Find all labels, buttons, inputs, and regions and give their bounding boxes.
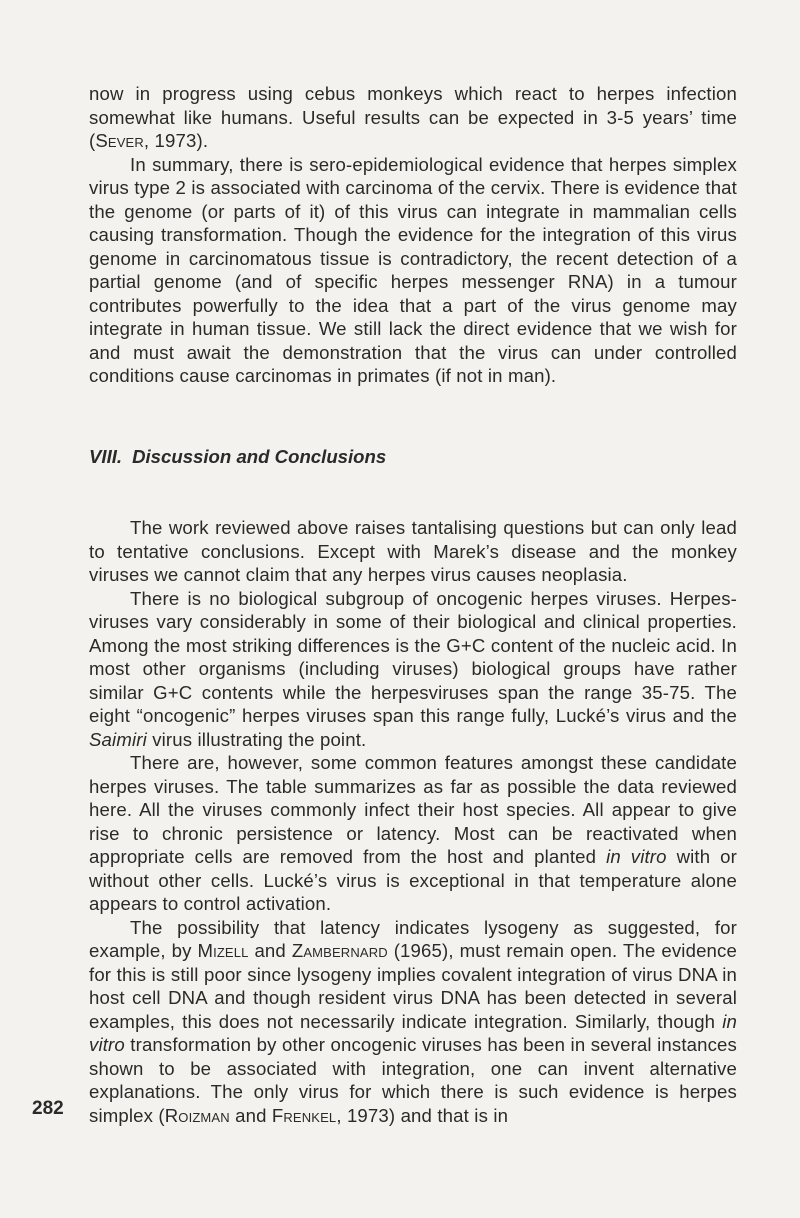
paragraph-cebus-monkeys: now in progress using cebus monkeys which react to herpes infection somewhat like humans. Useful results can be expected in 3-5 years’ time (Sever, 1973). [89,83,737,151]
citation-author: Roizman [164,1104,230,1126]
paragraph-work-reviewed: The work reviewed above raises tantalising questions but can only lead to tentative conclusions. Except with Marek’s disease and the monkey viruses we cannot claim that any herpes virus causes neoplasia. [89,517,737,585]
italic-term: in vitro [606,846,667,867]
citation-author: Sever [95,130,144,151]
citation-author: Frenkel [271,1104,337,1126]
citation-author: Zambernard [291,940,388,961]
paragraph-lysogeny: The possibility that latency indicates lysogeny as suggested, for example, by Mizell and Zambernard (1965), must remain open. The evidence for this is still poor since lysogeny implies covalent integration of virus DNA in host cell DNA and though resident virus DNA has been detected in several examples, this does not necessarily indicate integration. Similarly, though in vitro transformation by other oncogenic viruses has been in several instances shown to be associated with integration, one can invent alternative explanations. The only virus for which there is such evidence is herpes simplex (Roizman and Frenkel, 1973) and that is in [89,916,737,1126]
italic-term: Saimiri [89,728,147,750]
italic-term: in vitro [89,1010,737,1055]
paragraph-biological-subgroup: There is no biological subgroup of oncogenic herpes viruses. Herpes-viruses vary considerably in some of their biological and clinical properties. Among the most striking differences is the G+C content of the nucleic acid. In most other organisms (including viruses) biological groups have rather similar G+C contents while the herpesviruses span the range 35-75. The eight “oncogenic” herpes viruses span this range fully, Lucké’s virus and the Saimiri virus illustrating the point. [89,587,737,750]
paragraph-summary: In summary, there is sero-epidemiological evidence that herpes simplex virus type 2 is associated with carcinoma of the cervix. There is evidence that the genome (or parts of it) of this virus can integrate in mammalian cells causing transformation. Though the evidence for the integration of this virus genome in carcinomatous tissue is contradictory, the recent detection of a partial genome (and of specific herpes messenger RNA) in a tumour contributes powerfully to the idea that a part of the virus genome may integrate in human tissue. We still lack the direct evidence that we wish for and must await the demonstration that the virus can under controlled conditions cause carcinomas in primates (if not in man). [89,153,737,386]
page-body [89,82,737,1127]
citation-author: Mizell [197,940,249,961]
section-heading [89,445,737,469]
section-number: VIII. [89,445,123,467]
section-title: Discussion and Conclusions [132,445,387,467]
page-number: 282 [32,1098,64,1119]
paragraph-common-features: There are, however, some common features amongst these candidate herpes viruses. The table summarizes as far as possible the data reviewed here. All the viruses commonly infect their host species. All appear to give rise to chronic persistence or latency. Most can be reactivated when appropriate cells are removed from the host and planted in vitro with or without other cells. Lucké’s virus is exceptional in that temperature alone appears to control activation. [89,752,737,914]
